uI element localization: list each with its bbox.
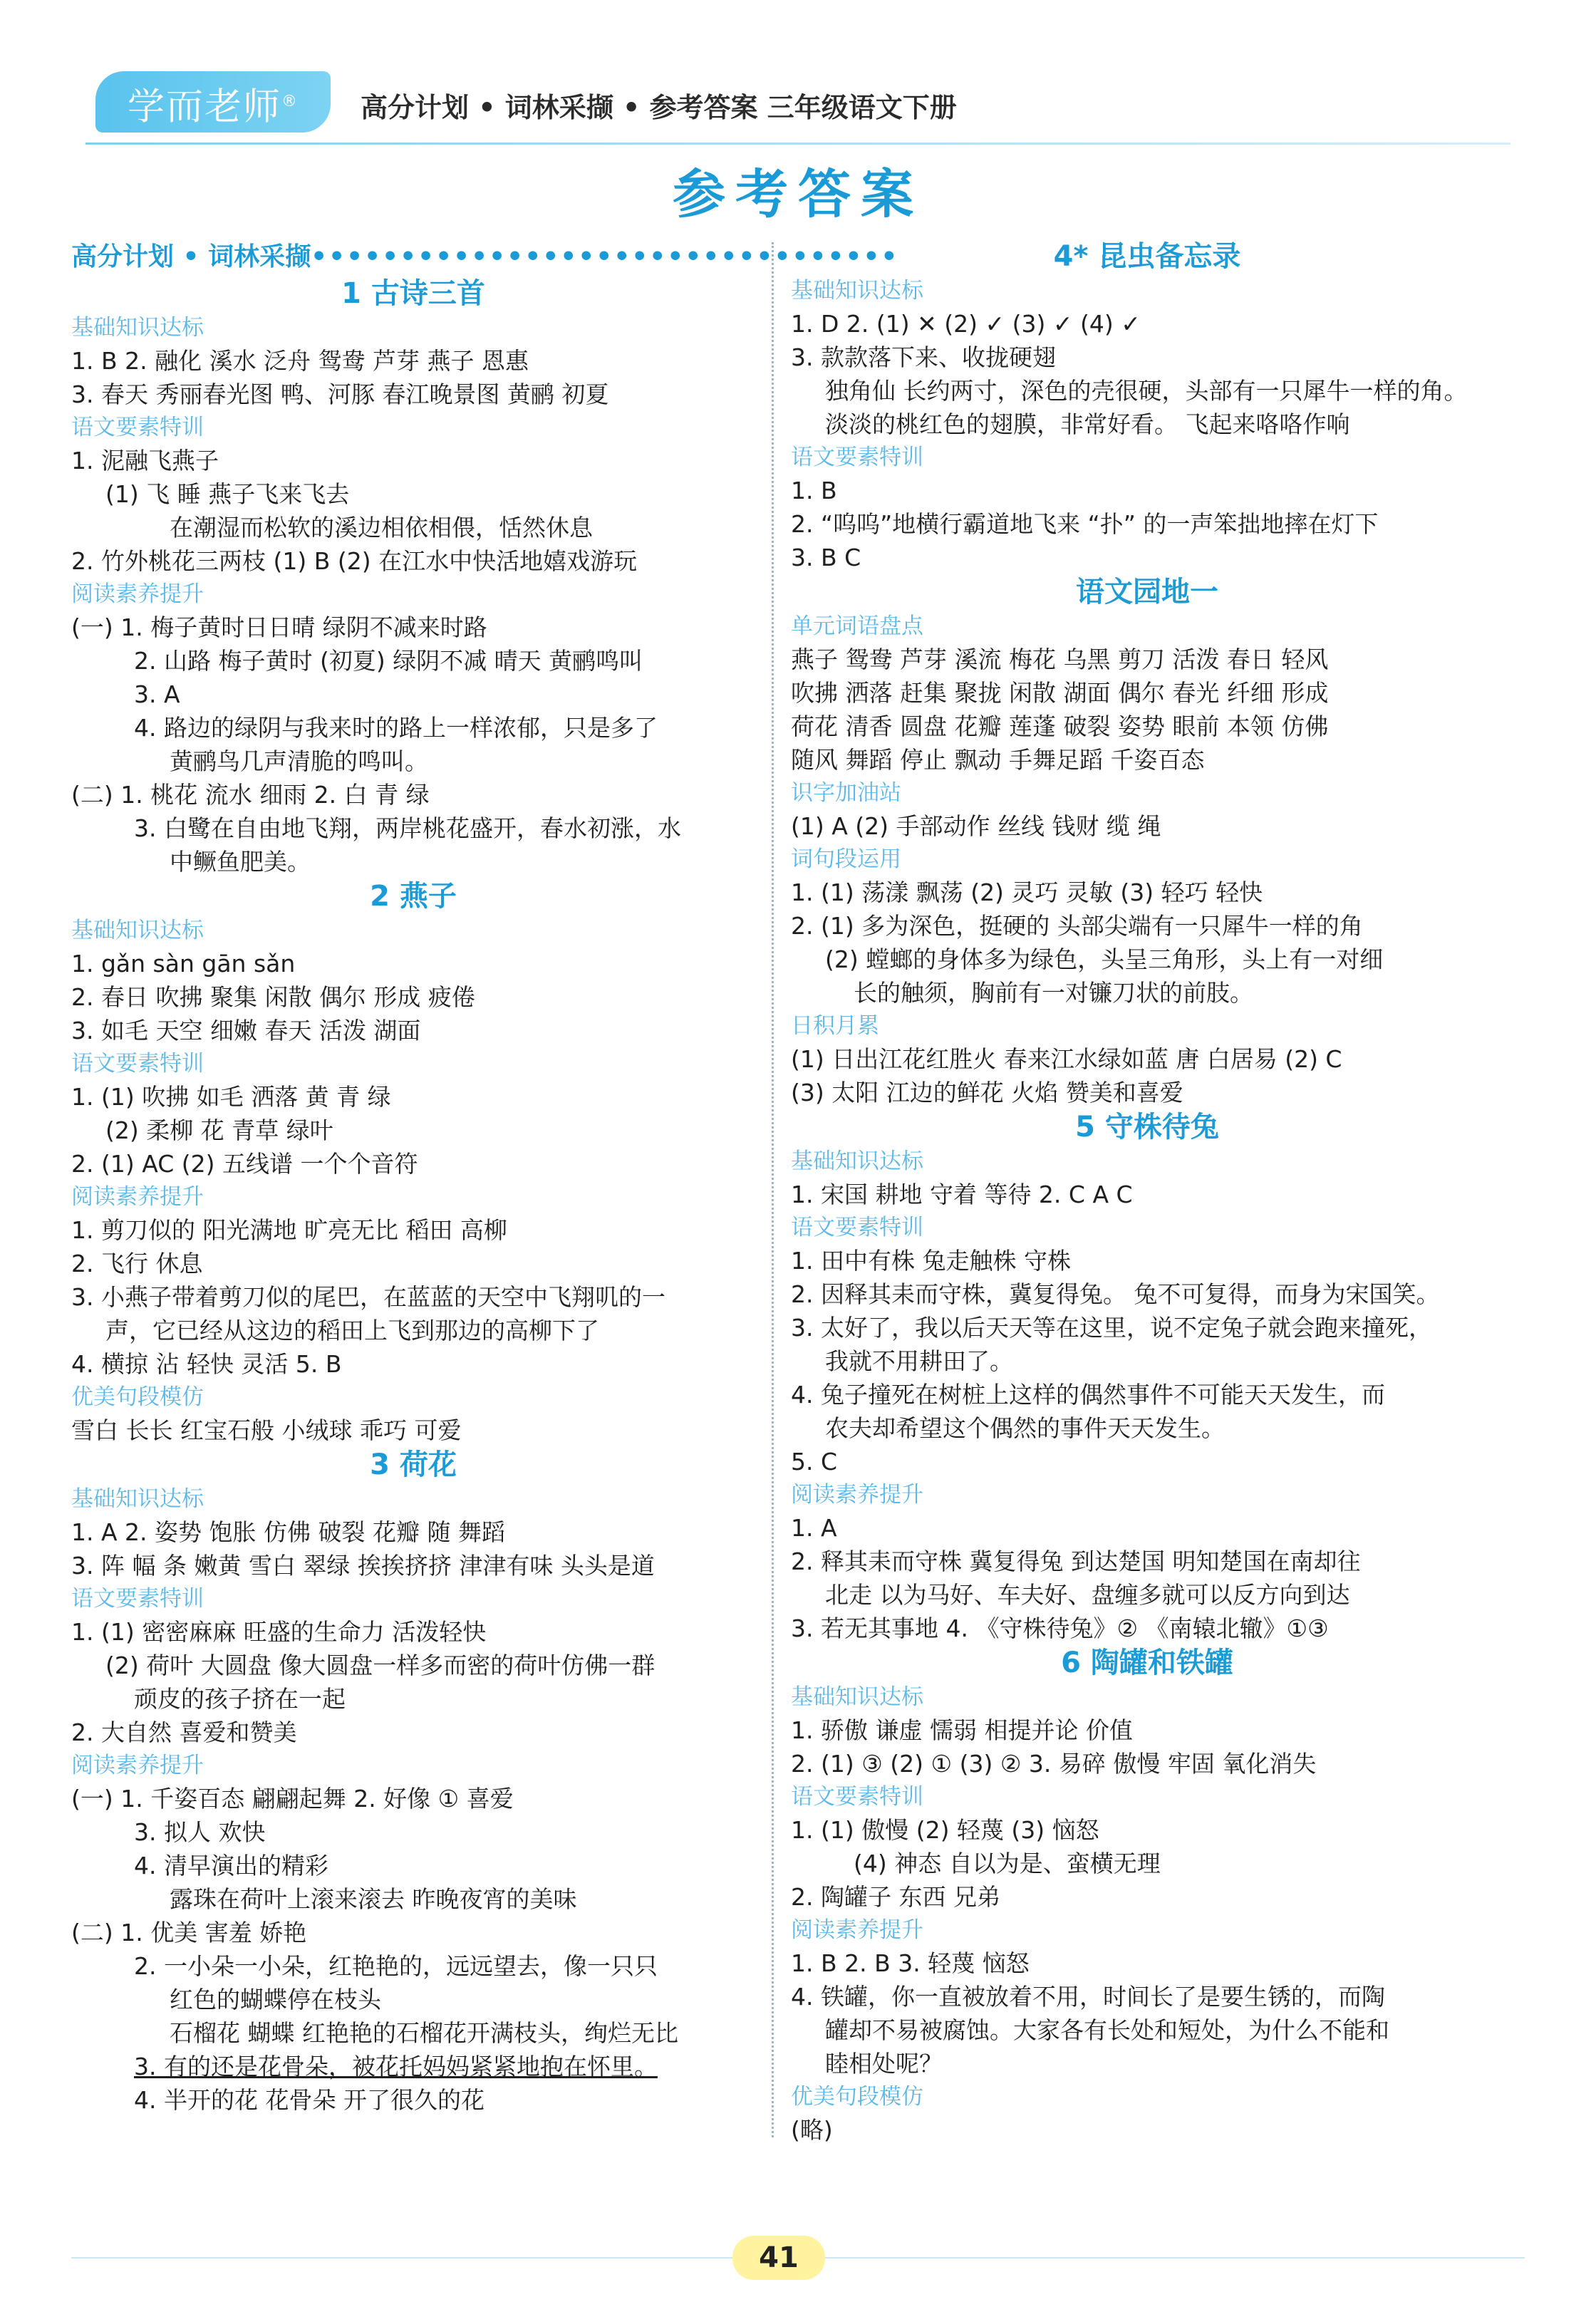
right-column <box>791 239 1503 2147</box>
category-label: 基础知识达标 <box>791 1684 923 1710</box>
answer-line: 2. 一小朵一小朵，红艳艳的，远远望去，像一只只 <box>134 1952 658 1980</box>
header-title: 高分计划 • 词林采撷 • 参考答案 三年级语文下册 <box>361 92 957 123</box>
answer-line: (一) 1. 千姿百态 翩翩起舞 2. 好像 ① 喜爱 <box>71 1785 514 1813</box>
answer-line: (2) 螳螂的身体多为绿色，头呈三角形，头上有一对细 <box>825 945 1384 973</box>
answer-line: 在潮湿而松软的溪边相依相偎，恬然休息 <box>170 514 593 541</box>
answer-line: 1. (1) 吹拂 如毛 洒落 黄 青 绿 <box>71 1083 391 1111</box>
category-label: 阅读素养提升 <box>71 581 204 607</box>
page-title: 参考答案 <box>673 164 923 225</box>
answer-line: 4. 铁罐，你一直被放着不用，时间长了是要生锈的，而陶 <box>791 1983 1385 2011</box>
answer-line: 3. B C <box>791 544 861 571</box>
category-label: 语文要素特训 <box>791 445 923 470</box>
answer-line: (2) 柔柳 花 青草 绿叶 <box>105 1116 333 1144</box>
answer-line: 顽皮的孩子挤在一起 <box>134 1685 346 1713</box>
answer-line: 3. 若无其事地 4. 《守株待兔》② 《南辕北辙》①③ <box>791 1614 1329 1642</box>
answer-line: 3. 太好了，我以后天天等在这里，说不定兔子就会跑来撞死， <box>791 1314 1432 1342</box>
answer-line: (1) 飞 睡 燕子飞来飞去 <box>105 480 350 508</box>
answer-line: 1. B 2. 融化 溪水 泛舟 鸳鸯 芦芽 燕子 恩惠 <box>71 347 529 375</box>
category-label: 阅读素养提升 <box>71 1753 204 1778</box>
lesson-title: 4* 昆虫备忘录 <box>1053 240 1241 273</box>
answer-line: 1. 田中有株 兔走触株 守株 <box>791 1247 1071 1275</box>
answer-line: 1. B <box>791 477 837 504</box>
answer-line: 5. C <box>791 1448 838 1476</box>
category-label: 基础知识达标 <box>71 918 204 943</box>
answer-line: 1. B 2. B 3. 轻蔑 恼怒 <box>791 1949 1030 1977</box>
category-label: 阅读素养提升 <box>71 1184 204 1210</box>
category-label: 语文要素特训 <box>71 1051 204 1077</box>
category-label: 基础知识达标 <box>791 278 923 304</box>
page-header <box>0 0 1596 142</box>
category-label: 日积月累 <box>791 1013 879 1039</box>
answer-line: 2. 飞行 休息 <box>71 1250 203 1277</box>
answer-line: (1) 日出江花红胜火 春来江水绿如蓝 唐 白居易 (2) C <box>791 1045 1342 1073</box>
answer-line: 1. D 2. (1) ✕ (2) ✓ (3) ✓ (4) ✓ <box>791 310 1141 338</box>
answer-line: 声，它已经从这边的稻田上飞到那边的高柳下了 <box>105 1317 599 1344</box>
answer-line: 4. 横掠 沾 轻快 灵活 5. B <box>71 1350 342 1378</box>
answer-line: 吹拂 洒落 赶集 聚拢 闲散 湖面 偶尔 春光 纤细 形成 <box>791 679 1329 707</box>
answer-line: 2. 陶罐子 东西 兄弟 <box>791 1883 1000 1911</box>
answer-line: 3. A <box>134 680 180 708</box>
answer-line: 淡淡的桃红色的翅膜，非常好看。 飞起来咯咯作响 <box>825 410 1350 438</box>
category-label: 优美句段模仿 <box>791 2084 923 2110</box>
answer-line: 2. 竹外桃花三两枝 (1) B (2) 在江水中快活地嬉戏游玩 <box>71 547 638 575</box>
answer-line: 2. (1) AC (2) 五线谱 一个个音符 <box>71 1150 418 1178</box>
answer-line: 1. gǎn sàn gān sǎn <box>71 950 296 978</box>
lesson-title: 2 燕子 <box>370 880 457 913</box>
answer-line: 2. (1) 多为深色，挺硬的 头部尖端有一只犀牛一样的角 <box>791 912 1363 940</box>
answer-line: 2. 因释其耒而守株，冀复得兔。 兔不可复得，而身为宋国笑。 <box>791 1280 1440 1308</box>
category-label: 优美句段模仿 <box>71 1384 204 1410</box>
answer-line: 雪白 长长 红宝石般 小绒球 乖巧 可爱 <box>71 1416 462 1444</box>
lesson-title: 3 荷花 <box>370 1448 457 1481</box>
answer-line: 1. 剪刀似的 阳光满地 旷亮无比 稻田 高柳 <box>71 1216 507 1244</box>
category-label: 语文要素特训 <box>71 1586 204 1612</box>
answer-line: 1. 宋国 耕地 守着 等待 2. C A C <box>791 1181 1133 1208</box>
answer-line: 2. 大自然 喜爱和赞美 <box>71 1718 297 1746</box>
answer-line: 2. (1) ③ (2) ① (3) ② 3. 易碎 傲慢 牢固 氧化消失 <box>791 1750 1317 1778</box>
answer-line: 1. A 2. 姿势 饱胀 仿佛 破裂 花瓣 随 舞蹈 <box>71 1518 505 1546</box>
category-label: 阅读素养提升 <box>791 1482 923 1508</box>
answer-line: 3. 阵 幅 条 嫩黄 雪白 翠绿 挨挨挤挤 津津有味 头头是道 <box>71 1552 655 1580</box>
column-divider <box>772 242 774 2137</box>
answer-line: 我就不用耕田了。 <box>825 1347 1013 1375</box>
answer-line: 黄鹂鸟几声清脆的鸣叫。 <box>170 747 428 775</box>
answer-line: 罐却不易被腐蚀。大家各有长处和短处，为什么不能和 <box>825 2016 1389 2044</box>
answer-line: 3. 春天 秀丽春光图 鸭、河豚 春江晚景图 黄鹂 初夏 <box>71 380 609 408</box>
answer-line: 石榴花 蝴蝶 红艳艳的石榴花开满枝头，绚烂无比 <box>170 2019 678 2047</box>
answer-line: 红色的蝴蝶停在枝头 <box>170 1986 381 2013</box>
answer-line: 随风 舞蹈 停止 飘动 手舞足蹈 千姿百态 <box>791 746 1205 774</box>
answer-line: 燕子 鸳鸯 芦芽 溪流 梅花 乌黑 剪刀 活泼 春日 轻风 <box>791 646 1329 673</box>
brand-logo: 学而老师® <box>95 71 331 133</box>
answer-line: 荷花 清香 圆盘 花瓣 莲蓬 破裂 姿势 眼前 本领 仿佛 <box>791 712 1329 740</box>
category-label: 基础知识达标 <box>791 1149 923 1174</box>
answer-line: (2) 荷叶 大圆盘 像大圆盘一样多而密的荷叶仿佛一群 <box>105 1652 656 1679</box>
answer-line: 3. 拟人 欢快 <box>134 1818 266 1846</box>
category-label: 识字加油站 <box>791 780 901 806</box>
header-divider <box>86 142 1510 145</box>
answer-line: 2. 山路 梅子黄时 (初夏) 绿阴不减 晴天 黄鹂鸣叫 <box>134 647 643 675</box>
page-number: 41 <box>732 2236 825 2280</box>
answer-line: 4. 清早演出的精彩 <box>134 1852 328 1880</box>
answer-line: (4) 神态 自以为是、蛮横无理 <box>854 1850 1161 1877</box>
answer-line: 4. 兔子撞死在树桩上这样的偶然事件不可能天天发生，而 <box>791 1381 1385 1409</box>
answer-line: 农夫却希望这个偶然的事件天天发生。 <box>825 1414 1225 1442</box>
category-label: 阅读素养提升 <box>791 1917 923 1943</box>
lesson-title: 6 陶罐和铁罐 <box>1061 1647 1233 1679</box>
answer-line: 北走 以为马好、车夫好、盘缠多就可以反方向到达 <box>825 1581 1350 1609</box>
answer-line: 露珠在荷叶上滚来滚去 昨晚夜宵的美味 <box>170 1885 577 1913</box>
answer-line: 独角仙 长约两寸，深色的壳很硬，头部有一只犀牛一样的角。 <box>825 377 1468 405</box>
answer-line: 2. 春日 吹拂 聚集 闲散 偶尔 形成 疲倦 <box>71 983 475 1011</box>
answer-line: 1. (1) 密密麻麻 旺盛的生命力 活泼轻快 <box>71 1618 487 1646</box>
answer-line: 3. 款款落下来、收拢硬翅 <box>791 343 1056 371</box>
section-heading: 高分计划 • 词林采撷••••••••••••••••••••••••••••••••• <box>71 242 899 271</box>
answer-line: 3. 小燕子带着剪刀似的尾巴，在蓝蓝的天空中飞翔叽的一 <box>71 1283 665 1311</box>
answer-line: (1) A (2) 手部动作 丝线 钱财 缆 绳 <box>791 812 1161 840</box>
answer-line: (二) 1. 桃花 流水 细雨 2. 白 青 绿 <box>71 781 430 809</box>
answer-line: 3. 白鹭在自由地飞翔，两岸桃花盛开，春水初涨，水 <box>134 814 681 842</box>
answer-line: 1. 泥融飞燕子 <box>71 447 219 475</box>
lesson-title: 语文园地一 <box>1076 576 1218 608</box>
answer-line: (二) 1. 优美 害羞 娇艳 <box>71 1919 307 1946</box>
answer-line: (3) 太阳 江边的鲜花 火焰 赞美和喜爱 <box>791 1079 1183 1106</box>
category-label: 语文要素特训 <box>791 1784 923 1810</box>
answer-line: 1. (1) 荡漾 飘荡 (2) 灵巧 灵敏 (3) 轻巧 轻快 <box>791 878 1263 906</box>
answer-line: 2. “呜呜”地横行霸道地飞来 “扑” 的一声笨拙地摔在灯下 <box>791 510 1379 538</box>
answer-line: (略) <box>791 2116 833 2144</box>
lesson-title: 5 守株待兔 <box>1075 1111 1219 1144</box>
answer-line: 长的触须，胸前有一对镰刀状的前肢。 <box>854 979 1253 1007</box>
category-label: 语文要素特训 <box>71 415 204 440</box>
answer-line: 4. 路边的绿阴与我来时的路上一样浓郁，只是多了 <box>134 714 658 742</box>
answer-line: 中鳜鱼肥美。 <box>170 848 311 876</box>
answer-line: 睦相处呢？ <box>825 2050 943 2078</box>
lesson-title: 1 古诗三首 <box>341 277 485 310</box>
answer-line: 3. 有的还是花骨朵，被花托妈妈紧紧地抱在怀里。 <box>134 2053 658 2080</box>
answer-line: 2. 释其耒而守株 冀复得兔 到达楚国 明知楚国在南却往 <box>791 1547 1361 1575</box>
answer-line: 3. 如毛 天空 细嫩 春天 活泼 湖面 <box>71 1017 421 1044</box>
category-label: 语文要素特训 <box>791 1215 923 1240</box>
category-label: 基础知识达标 <box>71 315 204 341</box>
category-label: 单元词语盘点 <box>791 613 923 639</box>
answer-line: (一) 1. 梅子黄时日日晴 绿阴不减来时路 <box>71 613 487 641</box>
answer-line: 1. (1) 傲慢 (2) 轻蔑 (3) 恼怒 <box>791 1816 1099 1844</box>
answer-line: 1. 骄傲 谦虚 懦弱 相提并论 价值 <box>791 1716 1133 1744</box>
category-label: 词句段运用 <box>791 846 901 872</box>
category-label: 基础知识达标 <box>71 1486 204 1512</box>
answer-line: 4. 半开的花 花骨朵 开了很久的花 <box>134 2086 484 2114</box>
answer-line: 1. A <box>791 1514 837 1542</box>
